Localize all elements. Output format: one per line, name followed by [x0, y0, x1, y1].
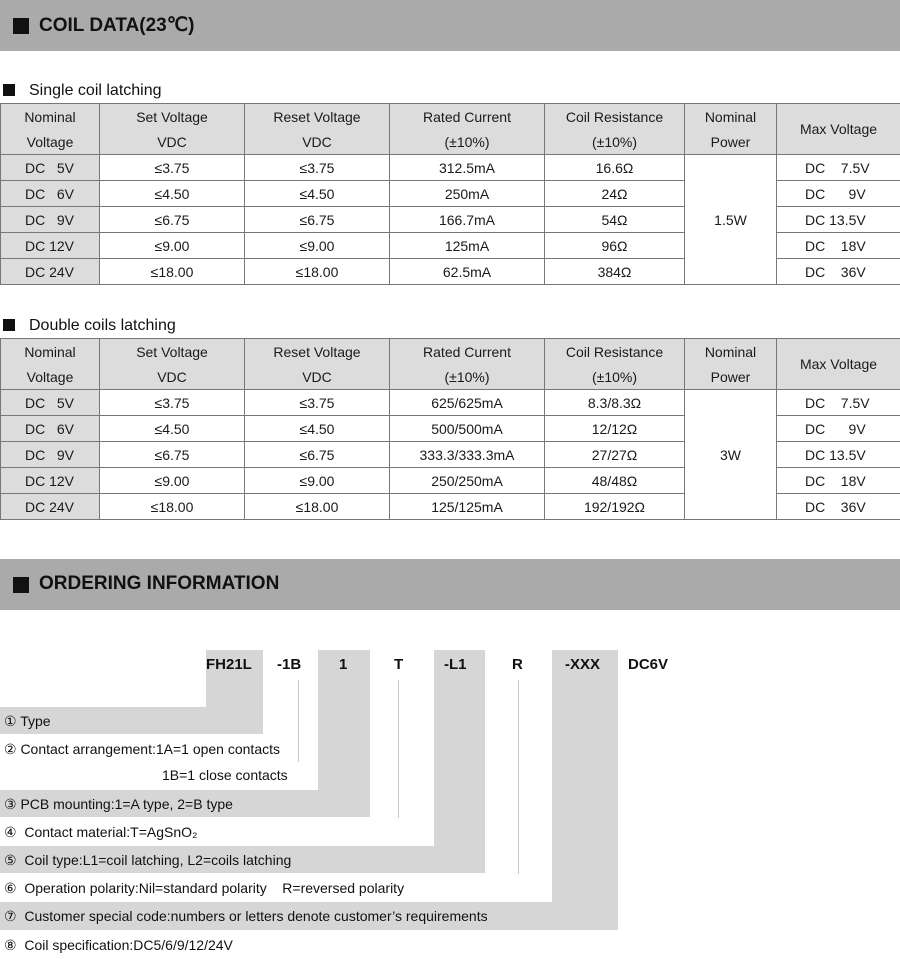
header-cell: VDC [245, 129, 390, 155]
header-cell: Max Voltage [777, 339, 900, 390]
header-cell: VDC [100, 129, 245, 155]
header-cell: Nominal [685, 104, 777, 130]
rated-current-cell: 166.7mA [390, 207, 545, 233]
set-voltage-cell: ≤4.50 [100, 416, 245, 442]
coil-resistance-cell: 192/192Ω [545, 494, 685, 520]
header-cell: VDC [100, 364, 245, 390]
set-voltage-cell: ≤18.00 [100, 494, 245, 520]
header-cell: Set Voltage [100, 339, 245, 365]
max-voltage-cell: DC 7.5V [777, 155, 900, 181]
rated-current-cell: 62.5mA [390, 259, 545, 285]
code-contact-material: T [394, 656, 404, 673]
header-cell: Voltage [1, 129, 100, 155]
nominal-voltage-cell: DC 6V [1, 181, 100, 207]
code-customer-special: -XXX [565, 656, 601, 673]
order-line-special: ⑦ Customer special code:numbers or letters denote customer’s requirements [4, 908, 488, 924]
square-bullet-icon [3, 319, 15, 331]
header-cell: (±10%) [390, 364, 545, 390]
double-coil-table [0, 338, 900, 520]
code-contact-arrangement: -1B [277, 656, 302, 673]
set-voltage-cell: ≤18.00 [100, 259, 245, 285]
nominal-voltage-cell: DC 12V [1, 468, 100, 494]
nominal-power-cell: 3W [685, 390, 777, 520]
connector-line [298, 680, 299, 762]
order-line-pcb: ③ PCB mounting:1=A type, 2=B type [4, 796, 233, 812]
order-line-polarity: ⑥ Operation polarity:Nil=standard polarity R=reversed polarity [4, 880, 405, 896]
reset-voltage-cell: ≤6.75 [245, 442, 390, 468]
coil-resistance-cell: 48/48Ω [545, 468, 685, 494]
subsection-title: Double coils latching [29, 317, 176, 334]
set-voltage-cell: ≤6.75 [100, 442, 245, 468]
header-cell: Rated Current [390, 104, 545, 130]
rated-current-cell: 333.3/333.3mA [390, 442, 545, 468]
rated-current-cell: 125mA [390, 233, 545, 259]
header-cell: Coil Resistance [545, 339, 685, 365]
coil-resistance-cell: 54Ω [545, 207, 685, 233]
reset-voltage-cell: ≤4.50 [245, 181, 390, 207]
header-cell: Nominal [1, 339, 100, 365]
max-voltage-cell: DC 13.5V [777, 207, 900, 233]
coil-resistance-cell: 16.6Ω [545, 155, 685, 181]
code-type: FH21L [206, 656, 252, 673]
rated-current-cell: 250/250mA [390, 468, 545, 494]
set-voltage-cell: ≤9.00 [100, 468, 245, 494]
section-title: ORDERING INFORMATION [39, 573, 280, 594]
nominal-voltage-cell: DC 9V [1, 442, 100, 468]
coil-resistance-cell: 27/27Ω [545, 442, 685, 468]
reset-voltage-cell: ≤18.00 [245, 494, 390, 520]
header-cell: Set Voltage [100, 104, 245, 130]
table-row [1, 390, 900, 416]
coil-resistance-cell: 8.3/8.3Ω [545, 390, 685, 416]
connector-line [518, 680, 519, 874]
code-pcb-mounting: 1 [339, 656, 348, 673]
set-voltage-cell: ≤3.75 [100, 155, 245, 181]
nominal-voltage-cell: DC 12V [1, 233, 100, 259]
coil-type-code-highlight [434, 650, 485, 846]
header-cell: Voltage [1, 364, 100, 390]
code-coil-type: -L1 [444, 656, 467, 673]
header-cell: Reset Voltage [245, 339, 390, 365]
reset-voltage-cell: ≤9.00 [245, 468, 390, 494]
double-coil-heading [0, 317, 176, 335]
nominal-power-cell: 1.5W [685, 155, 777, 285]
single-coil-heading [0, 82, 162, 100]
coil-data-banner [0, 0, 900, 51]
header-cell: Coil Resistance [545, 104, 685, 130]
reset-voltage-cell: ≤6.75 [245, 207, 390, 233]
max-voltage-cell: DC 9V [777, 416, 900, 442]
order-line-contact: ② Contact arrangement:1A=1 open contacts [4, 741, 280, 757]
ordering-banner [0, 559, 900, 610]
max-voltage-cell: DC 9V [777, 181, 900, 207]
header-cell: Power [685, 129, 777, 155]
square-bullet-icon [13, 577, 29, 593]
header-cell: Nominal [1, 104, 100, 130]
coil-resistance-cell: 12/12Ω [545, 416, 685, 442]
header-cell: (±10%) [390, 129, 545, 155]
max-voltage-cell: DC 36V [777, 494, 900, 520]
set-voltage-cell: ≤3.75 [100, 390, 245, 416]
coil-resistance-cell: 24Ω [545, 181, 685, 207]
rated-current-cell: 250mA [390, 181, 545, 207]
reset-voltage-cell: ≤3.75 [245, 155, 390, 181]
coil-resistance-cell: 96Ω [545, 233, 685, 259]
max-voltage-cell: DC 18V [777, 468, 900, 494]
rated-current-cell: 500/500mA [390, 416, 545, 442]
rated-current-cell: 312.5mA [390, 155, 545, 181]
reset-voltage-cell: ≤4.50 [245, 416, 390, 442]
subsection-title: Single coil latching [29, 82, 162, 99]
max-voltage-cell: DC 36V [777, 259, 900, 285]
special-code-highlight [552, 650, 618, 902]
order-line-material: ④ Contact material:T=AgSnO₂ [4, 824, 198, 840]
single-coil-table [0, 103, 900, 285]
header-cell: Max Voltage [777, 104, 900, 155]
reset-voltage-cell: ≤3.75 [245, 390, 390, 416]
reset-voltage-cell: ≤9.00 [245, 233, 390, 259]
nominal-voltage-cell: DC 24V [1, 259, 100, 285]
header-cell: VDC [245, 364, 390, 390]
nominal-voltage-cell: DC 5V [1, 155, 100, 181]
table-row [1, 155, 900, 181]
set-voltage-cell: ≤6.75 [100, 207, 245, 233]
rated-current-cell: 625/625mA [390, 390, 545, 416]
header-cell: Power [685, 364, 777, 390]
max-voltage-cell: DC 7.5V [777, 390, 900, 416]
order-line-coil-type: ⑤ Coil type:L1=coil latching, L2=coils latching [4, 852, 292, 868]
nominal-voltage-cell: DC 24V [1, 494, 100, 520]
order-line-contact-1b: 1B=1 close contacts [162, 767, 288, 783]
set-voltage-cell: ≤4.50 [100, 181, 245, 207]
nominal-voltage-cell: DC 5V [1, 390, 100, 416]
max-voltage-cell: DC 18V [777, 233, 900, 259]
rated-current-cell: 125/125mA [390, 494, 545, 520]
section-title: COIL DATA(23℃) [39, 15, 195, 36]
reset-voltage-cell: ≤18.00 [245, 259, 390, 285]
order-line-type: ① Type [4, 713, 51, 729]
header-cell: Rated Current [390, 339, 545, 365]
nominal-voltage-cell: DC 9V [1, 207, 100, 233]
max-voltage-cell: DC 13.5V [777, 442, 900, 468]
header-cell: (±10%) [545, 364, 685, 390]
square-bullet-icon [13, 18, 29, 34]
square-bullet-icon [3, 84, 15, 96]
code-operation-polarity: R [512, 656, 523, 673]
set-voltage-cell: ≤9.00 [100, 233, 245, 259]
order-line-coil-spec: ⑧ Coil specification:DC5/6/9/12/24V [4, 937, 233, 953]
header-cell: (±10%) [545, 129, 685, 155]
code-coil-spec: DC6V [628, 656, 669, 673]
connector-line [398, 680, 399, 818]
coil-resistance-cell: 384Ω [545, 259, 685, 285]
header-cell: Nominal [685, 339, 777, 365]
nominal-voltage-cell: DC 6V [1, 416, 100, 442]
header-cell: Reset Voltage [245, 104, 390, 130]
